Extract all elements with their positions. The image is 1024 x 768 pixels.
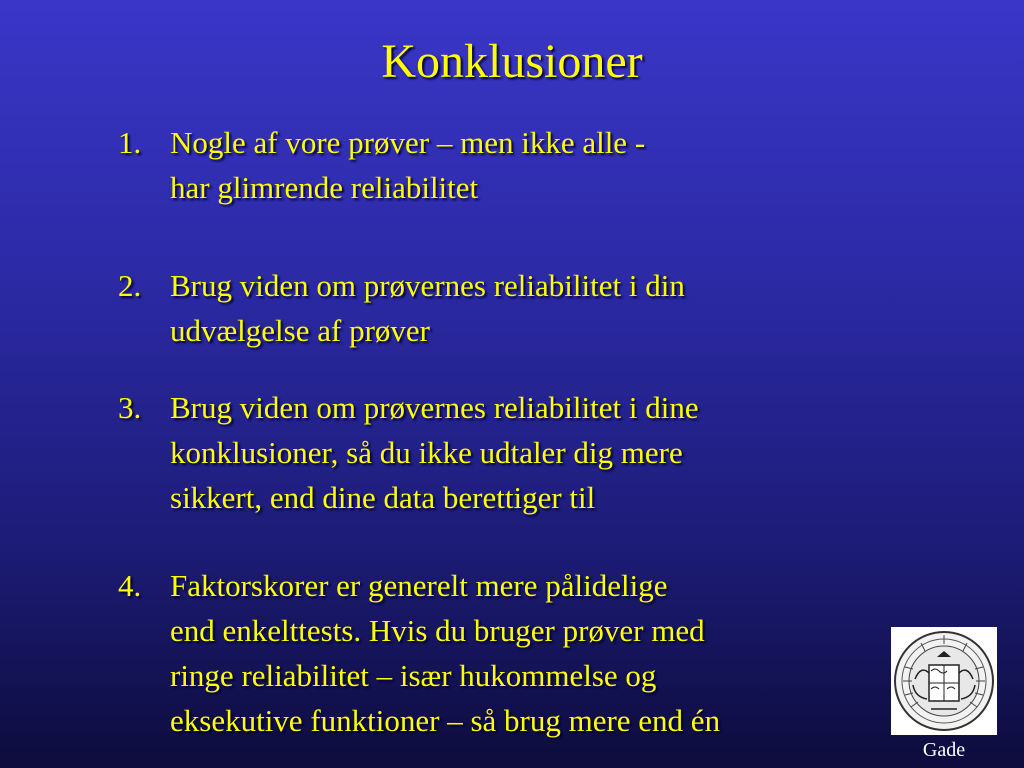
seal-emblem-icon [891, 627, 997, 735]
conclusion-item-3 [118, 385, 898, 520]
item-line: konklusioner, så du ikke udtaler dig mere [170, 435, 683, 470]
conclusion-item-1 [118, 120, 898, 210]
item-number: 1. [118, 125, 142, 160]
item-line: Faktorskorer er generelt mere pålidelige [170, 568, 668, 603]
item-line: sikkert, end dine data berettiger til [170, 480, 596, 515]
item-line: Brug viden om prøvernes reliabilitet i dine [170, 390, 699, 425]
item-line: udvælgelse af prøver [170, 313, 430, 348]
item-line: eksekutive funktioner – så brug mere end én [170, 703, 721, 738]
item-line: Brug viden om prøvernes reliabilitet i din [170, 268, 685, 303]
item-line: Nogle af vore prøver – men ikke alle - [170, 125, 646, 160]
slide-title: Konklusioner [381, 35, 643, 88]
author-name: Gade [922, 739, 966, 761]
item-line: end enkelttests. Hvis du bruger prøver med [170, 613, 705, 648]
university-seal-logo [891, 627, 997, 735]
item-number: 3. [118, 390, 142, 425]
item-line: har glimrende reliabilitet [170, 170, 479, 205]
conclusion-item-2 [118, 263, 898, 353]
item-line: ringe reliabilitet – især hukommelse og [170, 658, 657, 693]
conclusion-item-4 [118, 563, 898, 743]
item-number: 2. [118, 268, 142, 303]
item-number: 4. [118, 568, 142, 603]
